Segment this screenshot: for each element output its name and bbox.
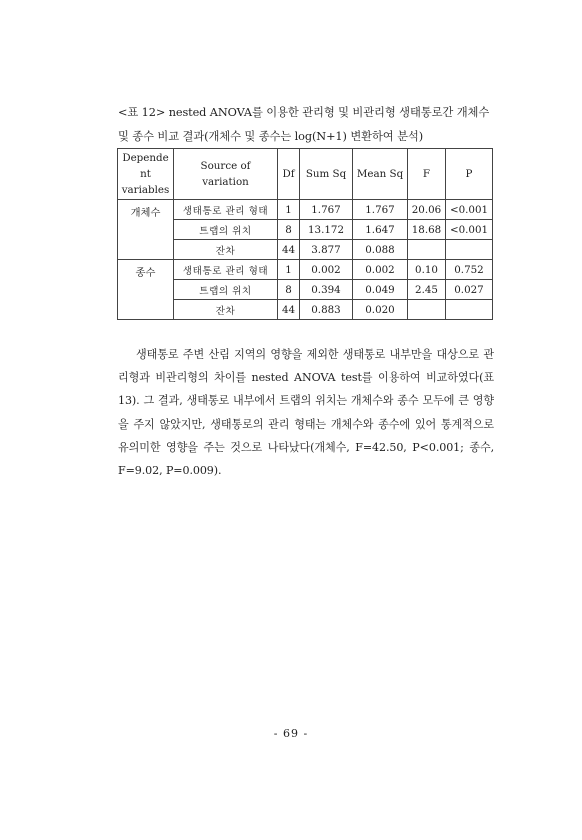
source-cell: 생태통로 관리 형태 bbox=[174, 260, 278, 280]
p-cell: <0.001 bbox=[446, 220, 493, 240]
f-cell bbox=[408, 300, 446, 320]
table-row bbox=[118, 260, 493, 280]
df-cell: 8 bbox=[278, 280, 300, 300]
sum-sq-cell: 0.883 bbox=[300, 300, 353, 320]
df-cell: 44 bbox=[278, 240, 300, 260]
p-cell bbox=[446, 240, 493, 260]
table-row bbox=[118, 240, 493, 260]
sum-sq-cell: 0.394 bbox=[300, 280, 353, 300]
body-paragraph bbox=[118, 343, 494, 482]
f-cell bbox=[408, 240, 446, 260]
table-row bbox=[118, 300, 493, 320]
table-row bbox=[118, 220, 493, 240]
df-cell: 44 bbox=[278, 300, 300, 320]
header-sum-sq: Sum Sq bbox=[300, 149, 353, 200]
caption-line-2: 및 종수 비교 결과(개체수 및 종수는 log(N+1) 변환하여 분석) bbox=[118, 130, 423, 143]
df-cell: 8 bbox=[278, 220, 300, 240]
anova-table bbox=[117, 148, 493, 320]
p-cell bbox=[446, 300, 493, 320]
sum-sq-cell: 13.172 bbox=[300, 220, 353, 240]
source-cell: 생태통로 관리 형태 bbox=[174, 200, 278, 220]
header-dependent-variables: Depende nt variables bbox=[118, 149, 174, 200]
source-cell: 잔차 bbox=[174, 300, 278, 320]
mean-sq-cell: 1.767 bbox=[353, 200, 408, 220]
p-cell: 0.752 bbox=[446, 260, 493, 280]
p-cell: <0.001 bbox=[446, 200, 493, 220]
source-cell: 잔차 bbox=[174, 240, 278, 260]
f-cell: 20.06 bbox=[408, 200, 446, 220]
page-number: - 69 - bbox=[273, 727, 309, 740]
paragraph-text: 생태통로 주변 산림 지역의 영향을 제외한 생태통로 내부만을 대상으로 관리형과 비관리형의 차이를 nested ANOVA test를 이용하여 비교하였다(표 13). 그 결과, 생태통로 내부에서 트랩의 위치는 개체수와 종수 모두에 큰 영향을 주지 않았지만, 생태통로의 관리 형태는 개체수와 종수에 있어 통계적으로 유의미한 영향을 주는 것으로 나타났다(개체수, F=42.50, P<0.001; 종수, F=9.02, P=0.009). bbox=[118, 348, 494, 478]
mean-sq-cell: 0.088 bbox=[353, 240, 408, 260]
header-df: Df bbox=[278, 149, 300, 200]
group-cell-species: 종수 bbox=[118, 260, 174, 320]
sum-sq-cell: 1.767 bbox=[300, 200, 353, 220]
header-f: F bbox=[408, 149, 446, 200]
p-cell: 0.027 bbox=[446, 280, 493, 300]
table-header-row bbox=[118, 149, 493, 200]
mean-sq-cell: 1.647 bbox=[353, 220, 408, 240]
header-p: P bbox=[446, 149, 493, 200]
f-cell: 2.45 bbox=[408, 280, 446, 300]
sum-sq-cell: 3.877 bbox=[300, 240, 353, 260]
table-row bbox=[118, 280, 493, 300]
table-row bbox=[118, 200, 493, 220]
group-cell-individuals: 개체수 bbox=[118, 200, 174, 260]
header-mean-sq: Mean Sq bbox=[353, 149, 408, 200]
table-caption bbox=[118, 101, 496, 149]
f-cell: 18.68 bbox=[408, 220, 446, 240]
source-cell: 트랩의 위치 bbox=[174, 220, 278, 240]
header-source-of-variation: Source of variation bbox=[174, 149, 278, 200]
f-cell: 0.10 bbox=[408, 260, 446, 280]
mean-sq-cell: 0.020 bbox=[353, 300, 408, 320]
mean-sq-cell: 0.002 bbox=[353, 260, 408, 280]
source-cell: 트랩의 위치 bbox=[174, 280, 278, 300]
df-cell: 1 bbox=[278, 260, 300, 280]
mean-sq-cell: 0.049 bbox=[353, 280, 408, 300]
caption-line-1: <표 12> nested ANOVA를 이용한 관리형 및 비관리형 생태통로간 개체수 bbox=[118, 106, 490, 119]
df-cell: 1 bbox=[278, 200, 300, 220]
sum-sq-cell: 0.002 bbox=[300, 260, 353, 280]
